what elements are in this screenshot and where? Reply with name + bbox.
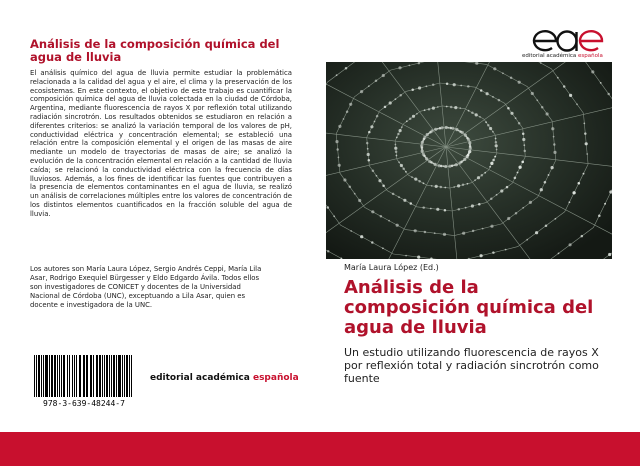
barcode-bar	[90, 355, 91, 397]
dew-drop	[492, 251, 495, 254]
dew-drop	[418, 86, 421, 89]
dew-drop	[423, 136, 426, 139]
barcode-bar	[79, 355, 81, 397]
dew-drop	[410, 202, 413, 205]
dew-drop	[482, 228, 484, 230]
dew-drop	[327, 250, 330, 253]
dew-drop	[496, 149, 498, 151]
dew-drop	[354, 193, 356, 195]
dew-drop	[466, 155, 469, 158]
dew-drop	[500, 189, 503, 192]
dew-drop	[526, 239, 528, 241]
dew-drop	[492, 131, 494, 133]
barcode-bar	[38, 355, 40, 397]
dew-drop	[338, 157, 340, 159]
dew-drop	[555, 218, 557, 220]
dew-drop	[569, 243, 572, 246]
dew-drop	[432, 83, 435, 86]
dew-drop	[395, 151, 398, 154]
dew-drop	[382, 184, 385, 187]
dew-drop	[382, 74, 385, 77]
dew-drop	[448, 127, 450, 129]
isbn-number: 978-3-639-48244-7	[43, 399, 125, 408]
dew-drop	[455, 163, 458, 166]
dew-drop	[396, 155, 398, 157]
dew-drop	[462, 184, 465, 187]
dew-drop	[507, 107, 510, 110]
dew-drop	[517, 172, 519, 174]
dew-drop	[524, 150, 527, 153]
dew-drop	[522, 133, 525, 136]
dew-drop	[402, 167, 405, 170]
dew-drop	[490, 162, 493, 165]
dew-drop	[434, 232, 436, 234]
logo-caption-main: editorial académica	[522, 53, 579, 59]
barcode-bar	[118, 355, 120, 397]
dew-drop	[403, 199, 406, 202]
dew-drop	[453, 164, 455, 166]
dew-drop	[360, 235, 363, 238]
dew-drop	[444, 209, 447, 212]
dew-drop	[420, 144, 423, 147]
dew-drop	[349, 103, 352, 106]
barcode-bar	[91, 355, 92, 397]
dew-drop	[584, 132, 587, 135]
dew-drop	[573, 191, 576, 194]
dew-drop	[378, 179, 381, 182]
dew-drop	[349, 186, 352, 189]
dew-drop	[376, 115, 379, 118]
dew-drop	[548, 174, 550, 176]
dew-drop	[453, 186, 455, 188]
dew-drop	[445, 126, 448, 129]
dew-drop	[401, 126, 403, 128]
dew-drop	[451, 127, 454, 130]
dew-drop	[368, 131, 371, 134]
dew-drop	[486, 92, 489, 95]
front-cover	[344, 263, 604, 385]
dew-drop	[506, 186, 509, 189]
dew-drop	[502, 72, 504, 74]
back-cover	[30, 38, 292, 219]
dew-drop	[558, 253, 560, 255]
barcode-bar	[111, 355, 112, 397]
dew-drop	[437, 128, 439, 130]
barcode-bar	[76, 355, 78, 397]
dew-drop	[336, 74, 338, 76]
bottom-color-band	[0, 432, 640, 466]
dew-drop	[371, 210, 374, 213]
dew-drop	[368, 85, 370, 87]
dew-drop	[436, 208, 439, 211]
dew-drop	[453, 83, 456, 86]
dew-drop	[394, 147, 397, 150]
barcode-bar	[72, 355, 73, 397]
barcode-bar	[34, 355, 35, 397]
barcode-bar	[49, 355, 50, 397]
dew-drop	[376, 175, 378, 177]
dew-drop	[380, 215, 383, 218]
barcode-bar	[57, 355, 58, 397]
barcode-bar	[102, 355, 103, 397]
dew-drop	[465, 207, 467, 209]
dew-drop	[515, 117, 517, 119]
dew-drop	[417, 256, 420, 259]
publisher-imprint-main: editorial académica	[150, 373, 253, 383]
dew-drop	[333, 215, 335, 217]
dew-drop	[519, 166, 522, 169]
dew-drop	[535, 231, 538, 234]
dew-drop	[399, 94, 402, 97]
dew-drop	[523, 144, 525, 146]
dew-drop	[443, 165, 445, 167]
dew-drop	[531, 92, 534, 95]
dew-drop	[591, 70, 594, 73]
dew-drop	[400, 164, 403, 167]
dew-drop	[468, 110, 470, 112]
barcode-bar	[109, 355, 110, 397]
barcode-bars-icon	[34, 355, 134, 397]
barcode-bar	[84, 355, 85, 397]
dew-drop	[431, 185, 433, 187]
dew-drop	[492, 96, 494, 98]
dew-drop	[422, 206, 425, 209]
dew-drop	[478, 203, 481, 206]
dew-drop	[487, 124, 490, 127]
dew-drop	[371, 241, 374, 244]
dew-drop	[414, 178, 417, 181]
dew-drop	[382, 247, 384, 249]
dew-drop	[440, 186, 443, 189]
dew-drop	[409, 118, 412, 121]
dew-drop	[396, 137, 398, 139]
dew-drop	[412, 115, 415, 118]
dew-drop	[467, 138, 470, 141]
dew-drop	[426, 85, 428, 87]
barcode-bar	[69, 355, 71, 397]
dew-drop	[370, 125, 373, 128]
dew-drop	[471, 112, 474, 115]
barcode-bar	[99, 355, 101, 397]
dew-drop	[489, 127, 492, 130]
logo-caption	[522, 53, 603, 59]
barcode-bar	[51, 355, 53, 397]
dew-drop	[446, 106, 448, 108]
dew-drop	[327, 206, 330, 209]
dew-drop	[399, 129, 402, 132]
dew-drop	[350, 230, 352, 232]
dew-drop	[495, 144, 498, 147]
barcode-bar	[124, 355, 125, 397]
dew-drop	[490, 225, 493, 228]
dew-drop	[409, 65, 411, 67]
dew-drop	[510, 112, 513, 115]
dew-drop	[450, 106, 453, 109]
dew-drop	[546, 112, 549, 115]
dew-drop	[536, 99, 538, 101]
dew-drop	[608, 253, 611, 256]
dew-drop	[346, 110, 349, 113]
dew-drop	[479, 116, 481, 118]
barcode-bar	[83, 355, 84, 397]
dew-drop	[475, 113, 478, 116]
dew-drop	[430, 208, 432, 210]
barcode-bar	[122, 355, 123, 397]
back-cover-blurb: El análisis químico del agua de lluvia permite estudiar la problemática relacionada a la calidad del agua y el aire, el clima y la preservación de los ecosistemas. En este contexto, el objetivo de este trabajo es cuantificar la composición química del agua de lluvia colectada en la ciudad de Córdoba, Argentina, mediante fluorescencia de rayos X por reflexión total utilizando radiación sincrotrón. Los resultados obtenidos se estudiaron en relación a diferentes criterios: se analizó la variación temporal de los valores de pH, conductividad eléctrica y concentración elemental; se estableció una relación entre la composición elemental y el origen de las masas de aire mediante un modelo de trayectorias de masas de aire; se analizó la evolución de la concentración elemental en relación a la cantidad de lluvia caída; se relacionó la conductividad eléctrica con la frecuencia de días lluviosos. Además, a los fines de identificar las fuentes que contribuyen a la presencia de elementos contaminantes en el agua de lluvia, se realizó un análisis de correlaciones múltiples entre los valores de concentración de los distintos elementos cuantificados en la fracción soluble del agua de lluvia.	[30, 69, 292, 218]
dew-drop	[586, 153, 588, 155]
dew-drop	[443, 233, 446, 236]
dew-drop	[553, 143, 556, 146]
dew-drop	[545, 224, 548, 227]
barcode-bar	[43, 355, 44, 397]
barcode-bar	[116, 355, 117, 397]
dew-drop	[494, 156, 496, 158]
dew-drop	[576, 103, 578, 105]
dew-drop	[544, 181, 547, 184]
dew-drop	[384, 106, 387, 109]
dew-drop	[581, 235, 584, 238]
dew-drop	[469, 147, 472, 150]
dew-drop	[405, 255, 407, 257]
dew-drop	[360, 90, 363, 93]
barcode	[30, 355, 138, 409]
dew-drop	[489, 166, 491, 168]
dew-drop	[551, 127, 554, 130]
dew-drop	[367, 148, 369, 150]
dew-drop	[569, 201, 571, 203]
dew-drop	[424, 231, 427, 234]
dew-drop	[467, 183, 469, 185]
dew-drop	[398, 196, 400, 198]
dew-drop	[343, 118, 345, 120]
dew-drop	[583, 173, 585, 175]
dew-drop	[374, 121, 376, 123]
dew-drop	[522, 138, 525, 141]
dew-drop	[493, 67, 496, 70]
barcode-bar	[131, 355, 133, 397]
dew-drop	[343, 178, 346, 181]
dew-drop	[457, 184, 460, 187]
dew-drop	[398, 161, 400, 163]
dew-drop	[458, 208, 461, 211]
barcode-bar	[96, 355, 98, 397]
dew-drop	[557, 77, 559, 79]
dew-drop	[446, 83, 449, 86]
logo-caption-accent: española	[578, 53, 603, 59]
dew-drop	[578, 182, 581, 185]
dew-drop	[368, 159, 371, 162]
dew-drop	[414, 229, 417, 232]
dew-drop	[598, 214, 601, 217]
barcode-bar	[59, 355, 60, 397]
dew-drop	[375, 80, 378, 83]
dew-drop	[518, 81, 521, 84]
dew-drop	[485, 121, 487, 123]
dew-drop	[481, 174, 484, 177]
dew-drop	[480, 254, 483, 257]
dew-drop	[438, 164, 441, 167]
dew-drop	[471, 204, 474, 207]
dew-drop	[424, 109, 426, 111]
dew-drop	[490, 197, 493, 200]
dew-drop	[553, 151, 556, 154]
barcode-bar	[36, 355, 37, 397]
dew-drop	[398, 66, 401, 69]
dew-drop	[514, 177, 517, 180]
barcode-bar	[45, 355, 47, 397]
barcode-bar	[74, 355, 75, 397]
dew-drop	[607, 93, 610, 96]
dew-drop	[492, 159, 495, 162]
dew-drop	[521, 161, 524, 164]
dew-drop	[541, 106, 544, 109]
dew-drop	[372, 170, 375, 173]
dew-drop	[435, 185, 438, 188]
dew-drop	[529, 201, 532, 204]
barcode-bar	[86, 355, 88, 397]
dew-drop	[367, 153, 370, 156]
dew-drop	[389, 101, 392, 104]
barcode-bar	[41, 355, 42, 397]
dew-drop	[484, 172, 486, 174]
dew-drop	[604, 203, 606, 205]
dew-drop	[434, 128, 437, 131]
dew-drop	[432, 107, 435, 110]
publisher-imprint-accent: española	[252, 373, 299, 383]
barcode-bar	[93, 355, 94, 397]
dew-drop	[388, 220, 390, 222]
dew-drop	[461, 131, 464, 134]
dew-drop	[540, 62, 542, 64]
dew-drop	[428, 160, 431, 163]
dew-drop	[467, 85, 470, 88]
dew-drop	[569, 94, 572, 97]
dew-drop	[496, 194, 498, 196]
dew-drop	[430, 129, 433, 132]
dew-drop	[522, 207, 524, 209]
spiderweb-icon	[326, 62, 612, 259]
dew-drop	[422, 153, 425, 156]
dew-drop	[418, 180, 421, 183]
dew-drop	[396, 224, 399, 227]
dew-drop	[477, 176, 480, 179]
dew-drop	[437, 106, 439, 108]
dew-drop	[498, 99, 501, 102]
dew-drop	[423, 182, 425, 184]
dew-drop	[358, 199, 361, 202]
dew-drop	[585, 142, 588, 145]
barcode-bar	[61, 355, 62, 397]
dew-drop	[462, 232, 465, 235]
dew-drop	[563, 85, 566, 88]
dew-drop	[411, 88, 414, 91]
dew-drop	[460, 85, 462, 87]
dew-drop	[444, 165, 447, 168]
dew-drop	[495, 138, 497, 140]
dew-drop	[600, 82, 602, 84]
back-cover-title: Análisis de la composición química del agua de lluvia	[30, 37, 280, 64]
dew-drop	[540, 188, 543, 191]
publisher-imprint	[150, 373, 299, 383]
dew-drop	[472, 230, 475, 233]
dew-drop	[338, 125, 341, 128]
barcode-bar	[126, 355, 128, 397]
dew-drop	[335, 140, 338, 143]
barcode-bar	[63, 355, 65, 397]
dew-drop	[416, 113, 418, 115]
front-cover-author: María Laura López (Ed.)	[344, 263, 439, 272]
front-cover-subtitle: Un estudio utilizando fluorescencia de rayos X por reflexión total y radiación sincrotrón como fuente	[344, 346, 599, 385]
dew-drop	[480, 89, 483, 92]
dew-drop	[551, 166, 554, 169]
dew-drop	[395, 98, 397, 100]
dew-drop	[507, 217, 510, 220]
dew-drop	[454, 106, 457, 109]
front-cover-title: Análisis de la composición química del agua de lluvia	[344, 277, 594, 338]
dew-drop	[406, 120, 408, 122]
dew-drop	[395, 144, 397, 146]
cover-photo-spiderweb	[326, 62, 612, 259]
dew-drop	[441, 126, 444, 129]
authors-note: Los autores son María Laura López, Sergio Andrés Ceppi, María Lila Asar, Rodrigo Exequiel Bürgesser y Eldo Edgardo Ávila. Todos ellos son investigadores de CONICET y docentes de la Universidad Nacional de Córdoba (UNC), exceptuando a Lila Asar, quien es docente e investigadora de la UNC.	[30, 265, 262, 309]
dew-drop	[518, 122, 521, 125]
barcode-bar	[106, 355, 108, 397]
barcode-bar	[67, 355, 68, 397]
dew-drop	[474, 179, 476, 181]
dew-drop	[459, 107, 461, 109]
dew-drop	[428, 108, 431, 111]
dew-drop	[366, 142, 369, 145]
dew-drop	[338, 164, 341, 167]
dew-drop	[345, 67, 348, 70]
dew-drop	[505, 249, 507, 251]
dew-drop	[458, 161, 461, 164]
dew-drop	[336, 148, 339, 151]
dew-drop	[405, 171, 407, 173]
dew-drop	[411, 176, 413, 178]
dew-drop	[397, 133, 400, 136]
barcode-bar	[113, 355, 115, 397]
dew-drop	[495, 141, 498, 144]
dew-drop	[515, 212, 518, 215]
dew-drop	[392, 193, 395, 196]
dew-drop	[444, 187, 446, 189]
dew-drop	[553, 136, 555, 138]
barcode-bar	[104, 355, 105, 397]
dew-drop	[448, 165, 451, 168]
barcode-bar	[54, 355, 56, 397]
barcode-bar	[129, 355, 130, 397]
dew-drop	[583, 123, 585, 125]
dew-drop	[510, 76, 512, 79]
